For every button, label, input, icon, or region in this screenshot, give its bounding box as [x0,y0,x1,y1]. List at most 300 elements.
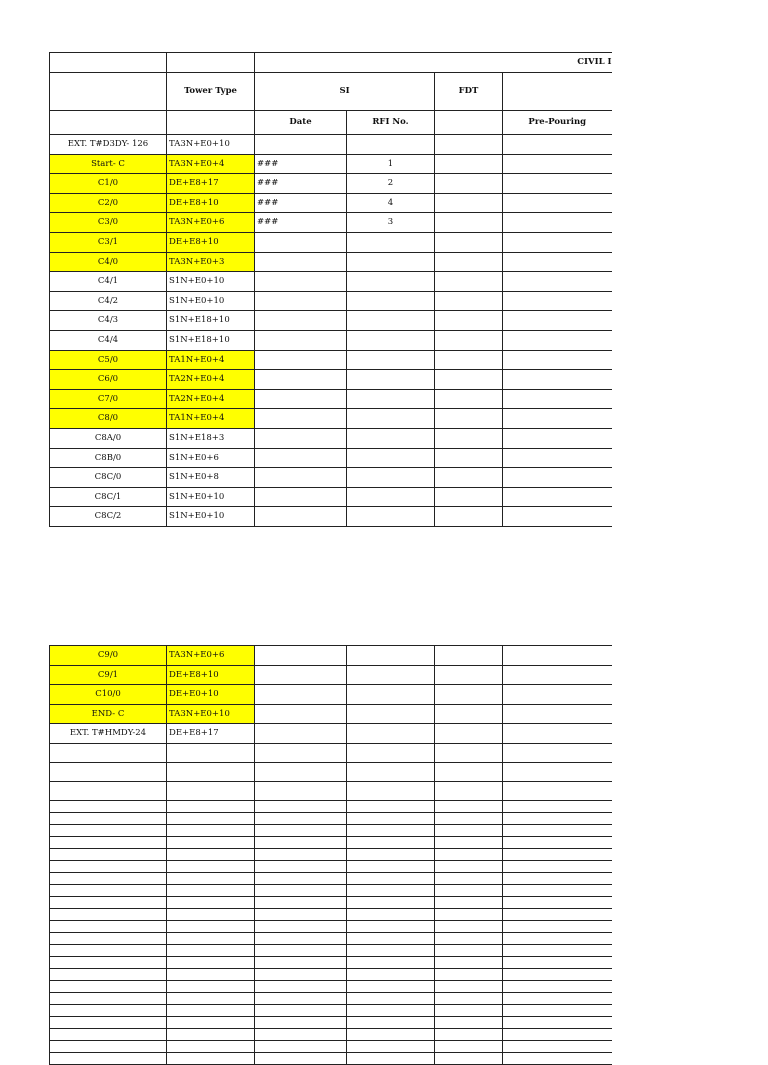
fdt-cell[interactable] [435,350,503,370]
tower-type-cell[interactable]: DE+E0+10 [167,685,255,705]
empty-cell[interactable] [435,1028,503,1040]
fdt-cell[interactable] [435,252,503,272]
empty-cell[interactable] [50,812,167,824]
tower-type-cell[interactable]: S1N+E18+10 [167,311,255,331]
rfi-no-cell[interactable] [347,252,435,272]
empty-cell[interactable] [50,992,167,1004]
empty-cell[interactable] [255,1016,347,1028]
empty-cell[interactable] [503,920,612,932]
pre-pouring-header[interactable]: Pre-Pouring [503,111,612,135]
header-cell[interactable] [167,53,255,73]
tower-type-cell[interactable]: TA2N+E0+4 [167,370,255,390]
location-cell[interactable]: C6/0 [50,370,167,390]
date-cell[interactable] [255,232,347,252]
fdt-cell[interactable] [435,232,503,252]
fdt-cell[interactable] [435,724,503,744]
empty-cell[interactable] [347,932,435,944]
date-cell[interactable] [255,252,347,272]
location-cell[interactable]: C5/0 [50,350,167,370]
empty-cell[interactable] [167,812,255,824]
empty-cell[interactable] [50,980,167,992]
rfi-no-cell[interactable]: 1 [347,154,435,174]
header-cell[interactable] [503,73,612,111]
rfi-no-cell[interactable] [347,646,435,666]
date-cell[interactable] [255,646,347,666]
empty-cell[interactable] [503,992,612,1004]
pre-pouring-cell[interactable] [503,724,612,744]
date-cell[interactable] [255,685,347,705]
empty-cell[interactable] [347,980,435,992]
fdt-cell[interactable] [435,291,503,311]
empty-cell[interactable] [347,1016,435,1028]
empty-cell[interactable] [435,872,503,884]
empty-cell[interactable] [435,824,503,836]
tower-type-cell[interactable]: TA2N+E0+4 [167,389,255,409]
location-cell[interactable]: C2/0 [50,193,167,213]
empty-cell[interactable] [347,762,435,781]
empty-cell[interactable] [50,872,167,884]
empty-cell[interactable] [50,944,167,956]
empty-cell[interactable] [167,968,255,980]
rfi-no-cell[interactable] [347,291,435,311]
empty-cell[interactable] [435,884,503,896]
empty-cell[interactable] [50,956,167,968]
empty-cell[interactable] [503,743,612,762]
rfi-no-cell[interactable] [347,428,435,448]
empty-cell[interactable] [167,956,255,968]
tower-type-cell[interactable]: TA1N+E0+4 [167,350,255,370]
empty-cell[interactable] [347,896,435,908]
empty-cell[interactable] [167,896,255,908]
empty-cell[interactable] [167,1052,255,1064]
header-cell[interactable] [50,73,167,111]
empty-cell[interactable] [435,762,503,781]
empty-cell[interactable] [255,1052,347,1064]
date-cell[interactable] [255,350,347,370]
location-cell[interactable]: C8/0 [50,409,167,429]
tower-type-cell[interactable]: TA3N+E0+3 [167,252,255,272]
date-cell[interactable]: ### [255,213,347,233]
empty-cell[interactable] [255,884,347,896]
sheet-title[interactable]: CIVIL I [255,53,612,73]
empty-cell[interactable] [503,848,612,860]
tower-type-cell[interactable]: S1N+E0+10 [167,272,255,292]
fdt-cell[interactable] [435,389,503,409]
empty-cell[interactable] [347,908,435,920]
date-cell[interactable] [255,448,347,468]
pre-pouring-cell[interactable] [503,507,612,527]
rfi-no-cell[interactable] [347,311,435,331]
location-cell[interactable]: C4/0 [50,252,167,272]
empty-cell[interactable] [347,860,435,872]
empty-cell[interactable] [347,836,435,848]
empty-cell[interactable] [503,944,612,956]
empty-cell[interactable] [50,896,167,908]
empty-cell[interactable] [167,762,255,781]
empty-cell[interactable] [167,836,255,848]
pre-pouring-cell[interactable] [503,311,612,331]
pre-pouring-cell[interactable] [503,370,612,390]
empty-cell[interactable] [435,908,503,920]
empty-cell[interactable] [347,1004,435,1016]
empty-cell[interactable] [347,812,435,824]
fdt-cell[interactable] [435,311,503,331]
location-cell[interactable]: C3/1 [50,232,167,252]
empty-cell[interactable] [347,1040,435,1052]
empty-cell[interactable] [347,968,435,980]
empty-cell[interactable] [347,956,435,968]
rfi-no-cell[interactable] [347,350,435,370]
date-cell[interactable]: ### [255,174,347,194]
empty-cell[interactable] [167,824,255,836]
header-cell[interactable] [435,111,503,135]
date-cell[interactable] [255,704,347,724]
empty-cell[interactable] [503,1004,612,1016]
rfi-no-cell[interactable] [347,724,435,744]
tower-type-header[interactable]: Tower Type [167,73,255,111]
empty-cell[interactable] [435,836,503,848]
empty-cell[interactable] [435,1016,503,1028]
fdt-cell[interactable] [435,468,503,488]
date-cell[interactable] [255,665,347,685]
rfi-no-cell[interactable] [347,704,435,724]
empty-cell[interactable] [435,1040,503,1052]
empty-cell[interactable] [167,908,255,920]
tower-type-cell[interactable]: S1N+E18+10 [167,330,255,350]
pre-pouring-cell[interactable] [503,232,612,252]
empty-cell[interactable] [255,762,347,781]
rfi-no-cell[interactable] [347,409,435,429]
empty-cell[interactable] [503,1052,612,1064]
empty-cell[interactable] [50,1040,167,1052]
location-cell[interactable]: C8C/2 [50,507,167,527]
empty-cell[interactable] [503,812,612,824]
rfi-no-cell[interactable]: 3 [347,213,435,233]
empty-cell[interactable] [167,932,255,944]
empty-cell[interactable] [255,944,347,956]
tower-type-cell[interactable]: S1N+E0+6 [167,448,255,468]
fdt-cell[interactable] [435,665,503,685]
fdt-cell[interactable] [435,174,503,194]
empty-cell[interactable] [503,896,612,908]
fdt-cell[interactable] [435,428,503,448]
location-cell[interactable]: C10/0 [50,685,167,705]
empty-cell[interactable] [435,1004,503,1016]
fdt-cell[interactable] [435,448,503,468]
empty-cell[interactable] [347,992,435,1004]
rfi-no-cell[interactable] [347,232,435,252]
rfi-no-cell[interactable] [347,389,435,409]
header-cell[interactable] [167,111,255,135]
empty-cell[interactable] [435,848,503,860]
rfi-no-cell[interactable] [347,487,435,507]
date-cell[interactable] [255,487,347,507]
rfi-no-header[interactable]: RFI No. [347,111,435,135]
empty-cell[interactable] [50,908,167,920]
rfi-no-cell[interactable] [347,272,435,292]
empty-cell[interactable] [503,800,612,812]
empty-cell[interactable] [167,884,255,896]
empty-cell[interactable] [435,896,503,908]
empty-cell[interactable] [50,1004,167,1016]
location-cell[interactable]: C8C/0 [50,468,167,488]
pre-pouring-cell[interactable] [503,646,612,666]
empty-cell[interactable] [255,1028,347,1040]
fdt-cell[interactable] [435,704,503,724]
date-header[interactable]: Date [255,111,347,135]
fdt-cell[interactable] [435,272,503,292]
empty-cell[interactable] [435,920,503,932]
fdt-cell[interactable] [435,409,503,429]
fdt-header[interactable]: FDT [435,73,503,111]
pre-pouring-cell[interactable] [503,409,612,429]
empty-cell[interactable] [255,956,347,968]
pre-pouring-cell[interactable] [503,135,612,155]
empty-cell[interactable] [503,1016,612,1028]
fdt-cell[interactable] [435,213,503,233]
empty-cell[interactable] [50,800,167,812]
pre-pouring-cell[interactable] [503,350,612,370]
empty-cell[interactable] [255,992,347,1004]
rfi-no-cell[interactable] [347,370,435,390]
rfi-no-cell[interactable] [347,665,435,685]
empty-cell[interactable] [503,908,612,920]
rfi-no-cell[interactable] [347,507,435,527]
fdt-cell[interactable] [435,135,503,155]
empty-cell[interactable] [50,836,167,848]
empty-cell[interactable] [50,762,167,781]
date-cell[interactable] [255,291,347,311]
empty-cell[interactable] [347,781,435,800]
empty-cell[interactable] [435,812,503,824]
empty-cell[interactable] [167,872,255,884]
empty-cell[interactable] [255,968,347,980]
empty-cell[interactable] [255,860,347,872]
empty-cell[interactable] [167,848,255,860]
tower-type-cell[interactable]: DE+E8+17 [167,724,255,744]
empty-cell[interactable] [435,992,503,1004]
date-cell[interactable] [255,272,347,292]
location-cell[interactable]: C3/0 [50,213,167,233]
empty-cell[interactable] [347,872,435,884]
empty-cell[interactable] [167,980,255,992]
pre-pouring-cell[interactable] [503,272,612,292]
empty-cell[interactable] [255,1004,347,1016]
date-cell[interactable]: ### [255,154,347,174]
empty-cell[interactable] [347,743,435,762]
empty-cell[interactable] [167,743,255,762]
empty-cell[interactable] [50,860,167,872]
tower-type-cell[interactable]: TA1N+E0+4 [167,409,255,429]
empty-cell[interactable] [347,1052,435,1064]
tower-type-cell[interactable]: S1N+E0+10 [167,507,255,527]
empty-cell[interactable] [255,872,347,884]
location-cell[interactable]: C4/4 [50,330,167,350]
empty-cell[interactable] [167,781,255,800]
empty-cell[interactable] [503,860,612,872]
empty-cell[interactable] [50,1052,167,1064]
date-cell[interactable] [255,370,347,390]
rfi-no-cell[interactable]: 2 [347,174,435,194]
fdt-cell[interactable] [435,330,503,350]
si-header[interactable]: SI [255,73,435,111]
empty-cell[interactable] [435,781,503,800]
empty-cell[interactable] [255,836,347,848]
empty-cell[interactable] [347,884,435,896]
rfi-no-cell[interactable] [347,468,435,488]
pre-pouring-cell[interactable] [503,330,612,350]
empty-cell[interactable] [50,848,167,860]
tower-type-cell[interactable]: TA3N+E0+6 [167,646,255,666]
empty-cell[interactable] [50,920,167,932]
rfi-no-cell[interactable] [347,135,435,155]
location-cell[interactable]: C8A/0 [50,428,167,448]
empty-cell[interactable] [347,1028,435,1040]
empty-cell[interactable] [503,968,612,980]
empty-cell[interactable] [435,932,503,944]
location-cell[interactable]: C4/1 [50,272,167,292]
pre-pouring-cell[interactable] [503,468,612,488]
date-cell[interactable] [255,135,347,155]
empty-cell[interactable] [503,781,612,800]
tower-type-cell[interactable]: S1N+E18+3 [167,428,255,448]
empty-cell[interactable] [347,920,435,932]
date-cell[interactable] [255,724,347,744]
empty-cell[interactable] [347,800,435,812]
tower-type-cell[interactable]: DE+E8+10 [167,665,255,685]
empty-cell[interactable] [435,800,503,812]
empty-cell[interactable] [503,1040,612,1052]
tower-type-cell[interactable]: TA3N+E0+10 [167,704,255,724]
pre-pouring-cell[interactable] [503,154,612,174]
location-cell[interactable]: C9/1 [50,665,167,685]
empty-cell[interactable] [167,800,255,812]
empty-cell[interactable] [435,743,503,762]
empty-cell[interactable] [503,956,612,968]
pre-pouring-cell[interactable] [503,428,612,448]
empty-cell[interactable] [435,980,503,992]
header-cell[interactable] [50,111,167,135]
pre-pouring-cell[interactable] [503,174,612,194]
location-cell[interactable]: EXT. T#HMDY-24 [50,724,167,744]
location-cell[interactable]: EXT. T#D3DY- 126 [50,135,167,155]
fdt-cell[interactable] [435,507,503,527]
empty-cell[interactable] [503,1028,612,1040]
pre-pouring-cell[interactable] [503,193,612,213]
empty-cell[interactable] [50,1028,167,1040]
empty-cell[interactable] [255,800,347,812]
fdt-cell[interactable] [435,370,503,390]
date-cell[interactable] [255,311,347,331]
date-cell[interactable] [255,409,347,429]
empty-cell[interactable] [503,824,612,836]
empty-cell[interactable] [167,1040,255,1052]
empty-cell[interactable] [435,968,503,980]
empty-cell[interactable] [255,932,347,944]
empty-cell[interactable] [50,1016,167,1028]
empty-cell[interactable] [50,743,167,762]
pre-pouring-cell[interactable] [503,448,612,468]
pre-pouring-cell[interactable] [503,704,612,724]
empty-cell[interactable] [503,872,612,884]
empty-cell[interactable] [347,824,435,836]
empty-cell[interactable] [503,836,612,848]
tower-type-cell[interactable]: DE+E8+10 [167,232,255,252]
location-cell[interactable]: C4/3 [50,311,167,331]
tower-type-cell[interactable]: TA3N+E0+4 [167,154,255,174]
empty-cell[interactable] [503,762,612,781]
location-cell[interactable]: C7/0 [50,389,167,409]
empty-cell[interactable] [255,848,347,860]
pre-pouring-cell[interactable] [503,685,612,705]
empty-cell[interactable] [167,1016,255,1028]
empty-cell[interactable] [167,1028,255,1040]
empty-cell[interactable] [255,908,347,920]
empty-cell[interactable] [435,956,503,968]
tower-type-cell[interactable]: S1N+E0+10 [167,487,255,507]
empty-cell[interactable] [255,980,347,992]
location-cell[interactable]: Start- C [50,154,167,174]
fdt-cell[interactable] [435,685,503,705]
empty-cell[interactable] [503,932,612,944]
empty-cell[interactable] [435,1052,503,1064]
empty-cell[interactable] [435,860,503,872]
rfi-no-cell[interactable] [347,330,435,350]
empty-cell[interactable] [255,824,347,836]
tower-type-cell[interactable]: S1N+E0+8 [167,468,255,488]
empty-cell[interactable] [167,992,255,1004]
pre-pouring-cell[interactable] [503,291,612,311]
rfi-no-cell[interactable]: 4 [347,193,435,213]
pre-pouring-cell[interactable] [503,487,612,507]
empty-cell[interactable] [503,980,612,992]
tower-type-cell[interactable]: TA3N+E0+6 [167,213,255,233]
empty-cell[interactable] [50,824,167,836]
empty-cell[interactable] [435,944,503,956]
fdt-cell[interactable] [435,646,503,666]
date-cell[interactable] [255,507,347,527]
empty-cell[interactable] [347,848,435,860]
empty-cell[interactable] [167,944,255,956]
fdt-cell[interactable] [435,487,503,507]
tower-type-cell[interactable]: S1N+E0+10 [167,291,255,311]
empty-cell[interactable] [255,896,347,908]
empty-cell[interactable] [503,884,612,896]
location-cell[interactable]: C8C/1 [50,487,167,507]
empty-cell[interactable] [255,781,347,800]
rfi-no-cell[interactable] [347,448,435,468]
date-cell[interactable] [255,428,347,448]
empty-cell[interactable] [50,968,167,980]
fdt-cell[interactable] [435,154,503,174]
header-cell[interactable] [50,53,167,73]
location-cell[interactable]: C4/2 [50,291,167,311]
rfi-no-cell[interactable] [347,685,435,705]
pre-pouring-cell[interactable] [503,665,612,685]
tower-type-cell[interactable]: DE+E8+17 [167,174,255,194]
empty-cell[interactable] [50,781,167,800]
pre-pouring-cell[interactable] [503,252,612,272]
empty-cell[interactable] [347,944,435,956]
date-cell[interactable] [255,330,347,350]
location-cell[interactable]: END- C [50,704,167,724]
tower-type-cell[interactable]: DE+E8+10 [167,193,255,213]
location-cell[interactable]: C9/0 [50,646,167,666]
pre-pouring-cell[interactable] [503,389,612,409]
empty-cell[interactable] [255,1040,347,1052]
tower-type-cell[interactable]: TA3N+E0+10 [167,135,255,155]
date-cell[interactable] [255,468,347,488]
